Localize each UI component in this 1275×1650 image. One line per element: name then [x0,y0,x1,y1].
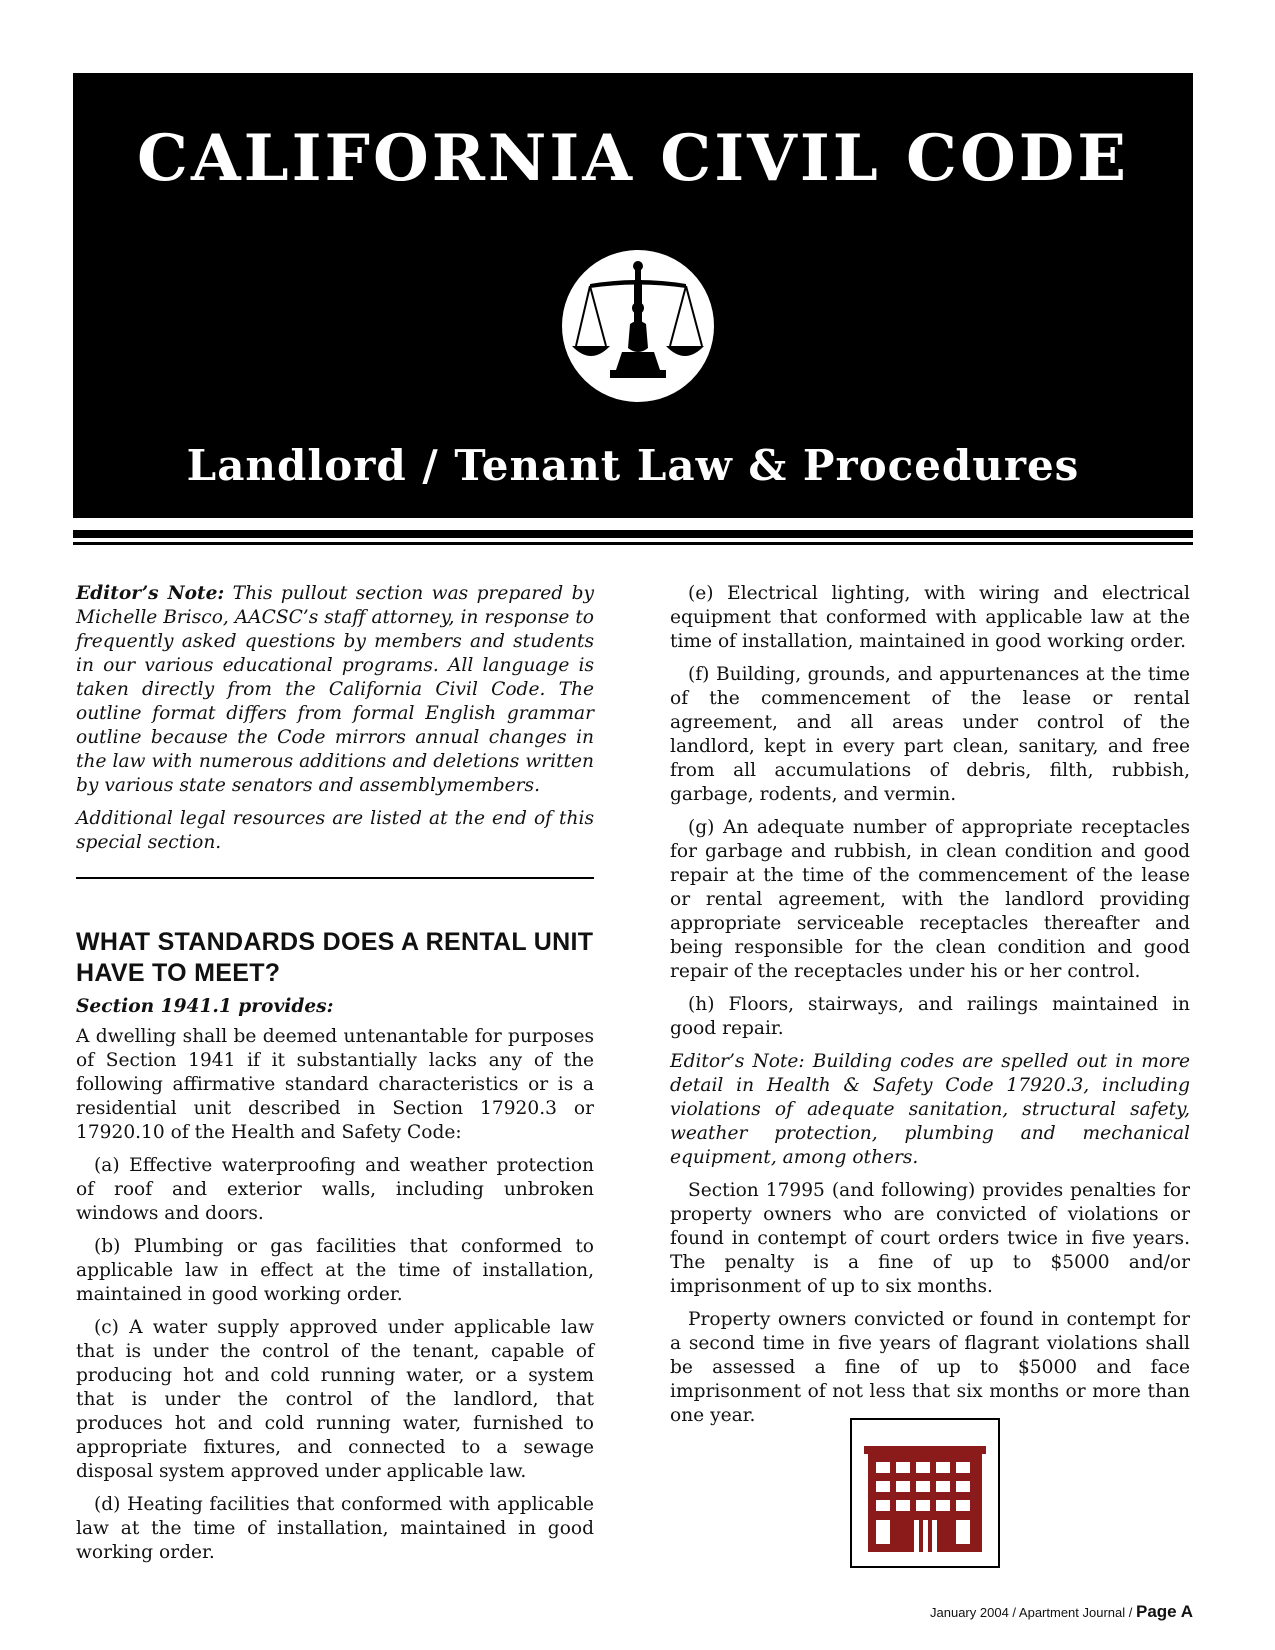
editors-note-text: This pullout section was prepared by Michelle Brisco, AACSC’s staff attorney, in response to frequently asked questions by members and students in our various educational programs. All language is taken directly from the California Civil Code. The outline format differs from formal English grammar outline because the Code mirrors annual changes in the law with numerous additions and deletions written by various state senators and assemblymembers. [76,583,594,796]
page-footer [930,1602,1193,1622]
section-subheading: Section 1941.1 provides: [76,996,334,1017]
list-item: (d) Heating facilities that conformed with applicable law at the time of installation, maintained in good working order. [76,1494,594,1563]
right-column [670,582,1190,1437]
editors-note-label: Editor’s Note: [76,583,225,604]
editors-note-building-codes: Editor’s Note: Building codes are spelled out in more detail in Health & Safety Code 17920.3, including violations of adequate sanitation, structural safety, weather protection, plumbing and mechanical equipment, among others. [670,1051,1190,1168]
list-item: (h) Floors, stairways, and railings maintained in good repair. [670,994,1190,1039]
title-banner [73,73,1193,518]
list-item: (a) Effective waterproofing and weather protection of roof and exterior walls, including unbroken windows and doors. [76,1155,594,1224]
penalty-paragraph: Section 17995 (and following) provides penalties for property owners who are convicted of violations or found in contempt of court orders twice in five years. The penalty is a fine of up to $5000 and/or imprisonment of up to six months. [670,1180,1190,1297]
apartment-building-icon [852,1420,998,1566]
section-divider [76,877,594,879]
divider-thick [73,530,1193,538]
list-item: (b) Plumbing or gas facilities that conformed to applicable law in effect at the time of installation, maintained in good working order. [76,1236,594,1305]
section-intro: A dwelling shall be deemed untenantable for purposes of Section 1941 if it substantially lacks any of the following affirmative standard characteristics or is a residential unit described in Section 17920.3 or 17920.10 of the Health and Safety Code: [76,1026,594,1143]
banner-title: CALIFORNIA CIVIL CODE [137,121,1129,196]
left-column [76,582,594,1574]
scales-of-justice-icon [560,248,716,404]
editors-note [76,582,594,798]
penalty-paragraph: Property owners convicted or found in contempt for a second time in five years of flagrant violations shall be assessed a fine of up to $5000 and face imprisonment of not less that six months or more than one year. [670,1309,1190,1426]
divider-thin [73,542,1193,545]
list-item: (e) Electrical lighting, with wiring and electrical equipment that conformed with applicable law at the time of installation, maintained in good working order. [670,583,1190,652]
list-item: (f) Building, grounds, and appurtenances at the time of the commencement of the lease or rental agreement, and all areas under control of the landlord, kept in every part clean, sanitary, and free from all accumulations of debris, filth, rubbish, garbage, rodents, and vermin. [670,664,1190,805]
banner-subtitle: Landlord / Tenant Law & Procedures [186,441,1080,490]
section-heading: WHAT STANDARDS DOES A RENTAL UNIT HAVE TO MEET? [76,928,594,987]
footer-page-number: Page A [1135,1602,1193,1621]
list-item: (g) An adequate number of appropriate receptacles for garbage and rubbish, in clean condition and good repair at the time of the commencement of the lease or rental agreement, with the landlord providing appropriate serviceable receptacles thereafter and being responsible for the clean condition and good repair of the receptacles under his or her control. [670,817,1190,982]
footer-issue: January 2004 / Apartment Journal / [930,1605,1136,1620]
building-illustration [850,1418,1000,1568]
list-item: (c) A water supply approved under applicable law that is under the control of the tenant, capable of producing hot and cold running water, or a system that is under the control of the landlord, that produces hot and cold running water, furnished to appropriate fixtures, and connected to a sewage disposal system approved under applicable law. [76,1317,594,1482]
additional-resources-note: Additional legal resources are listed at the end of this special section. [76,808,594,853]
